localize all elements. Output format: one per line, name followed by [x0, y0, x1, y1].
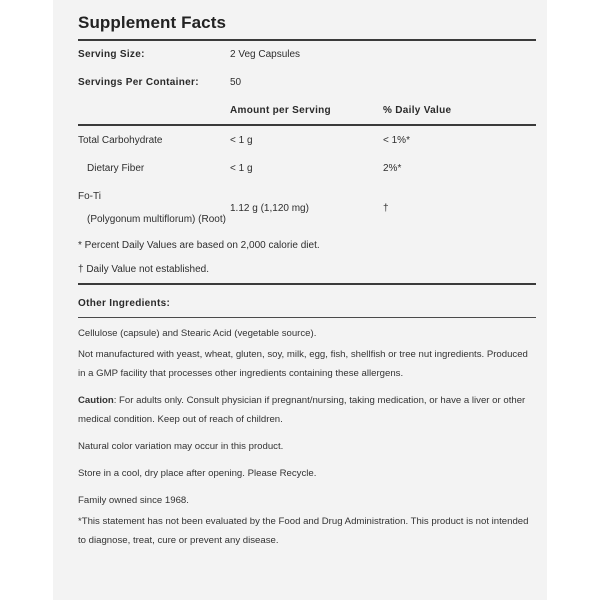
caution-label: Caution: [78, 395, 114, 406]
nutrient-daily-value: < 1%*: [383, 135, 410, 146]
serving-size-value: 2 Veg Capsules: [230, 49, 301, 60]
nutrient-daily-value: 2%*: [383, 163, 402, 174]
caution-statement: [78, 391, 536, 429]
supplement-facts-title: Supplement Facts: [78, 13, 227, 32]
label-panel: [53, 0, 547, 600]
footnote-percent-dv: * Percent Daily Values are based on 2,000 calorie diet.: [78, 240, 320, 251]
nutrient-amount: < 1 g: [230, 135, 253, 146]
serving-size-label: Serving Size:: [78, 49, 145, 60]
caution-text: : For adults only. Consult physician if pregnant/nursing, taking medication, or have a liver or other medical condition. Keep out of reach of children.: [78, 395, 526, 425]
servings-per-container-label: Servings Per Container:: [78, 77, 199, 88]
nutrient-amount: 1.12 g (1,120 mg): [230, 203, 309, 214]
header-divider: [78, 124, 536, 126]
servings-per-container-value: 50: [230, 77, 242, 88]
nutrient-name: Fo-Ti: [78, 191, 101, 202]
other-ingredients-divider: [78, 317, 536, 318]
family-owned-note: Family owned since 1968.: [78, 495, 189, 506]
storage-note: Store in a cool, dry place after opening. Please Recycle.: [78, 468, 317, 479]
daily-value-header: % Daily Value: [383, 105, 452, 116]
other-ingredients-heading: Other Ingredients:: [78, 298, 171, 309]
fda-disclaimer: *This statement has not been evaluated by the Food and Drug Administration. This product is not intended to diagnose, treat, cure or prevent any disease.: [78, 516, 529, 546]
nutrient-name: Dietary Fiber: [87, 163, 145, 174]
amount-per-serving-header: Amount per Serving: [230, 105, 331, 116]
allergen-statement: Not manufactured with yeast, wheat, gluten, soy, milk, egg, fish, shellfish or tree nut ingredients. Produced in a GMP facility that processes other ingredients containing these allergens.: [78, 349, 528, 379]
nutrient-name: Total Carbohydrate: [78, 135, 163, 146]
color-variation-note: Natural color variation may occur in this product.: [78, 441, 284, 452]
other-ingredients-text: Cellulose (capsule) and Stearic Acid (vegetable source).: [78, 328, 317, 339]
nutrient-daily-value: †: [383, 203, 389, 214]
footnote-dv-not-established: † Daily Value not established.: [78, 264, 210, 275]
nutrient-botanical-name: (Polygonum multiflorum) (Root): [87, 214, 226, 225]
facts-bottom-divider: [78, 283, 536, 285]
title-divider: [78, 39, 536, 41]
nutrient-amount: < 1 g: [230, 163, 253, 174]
